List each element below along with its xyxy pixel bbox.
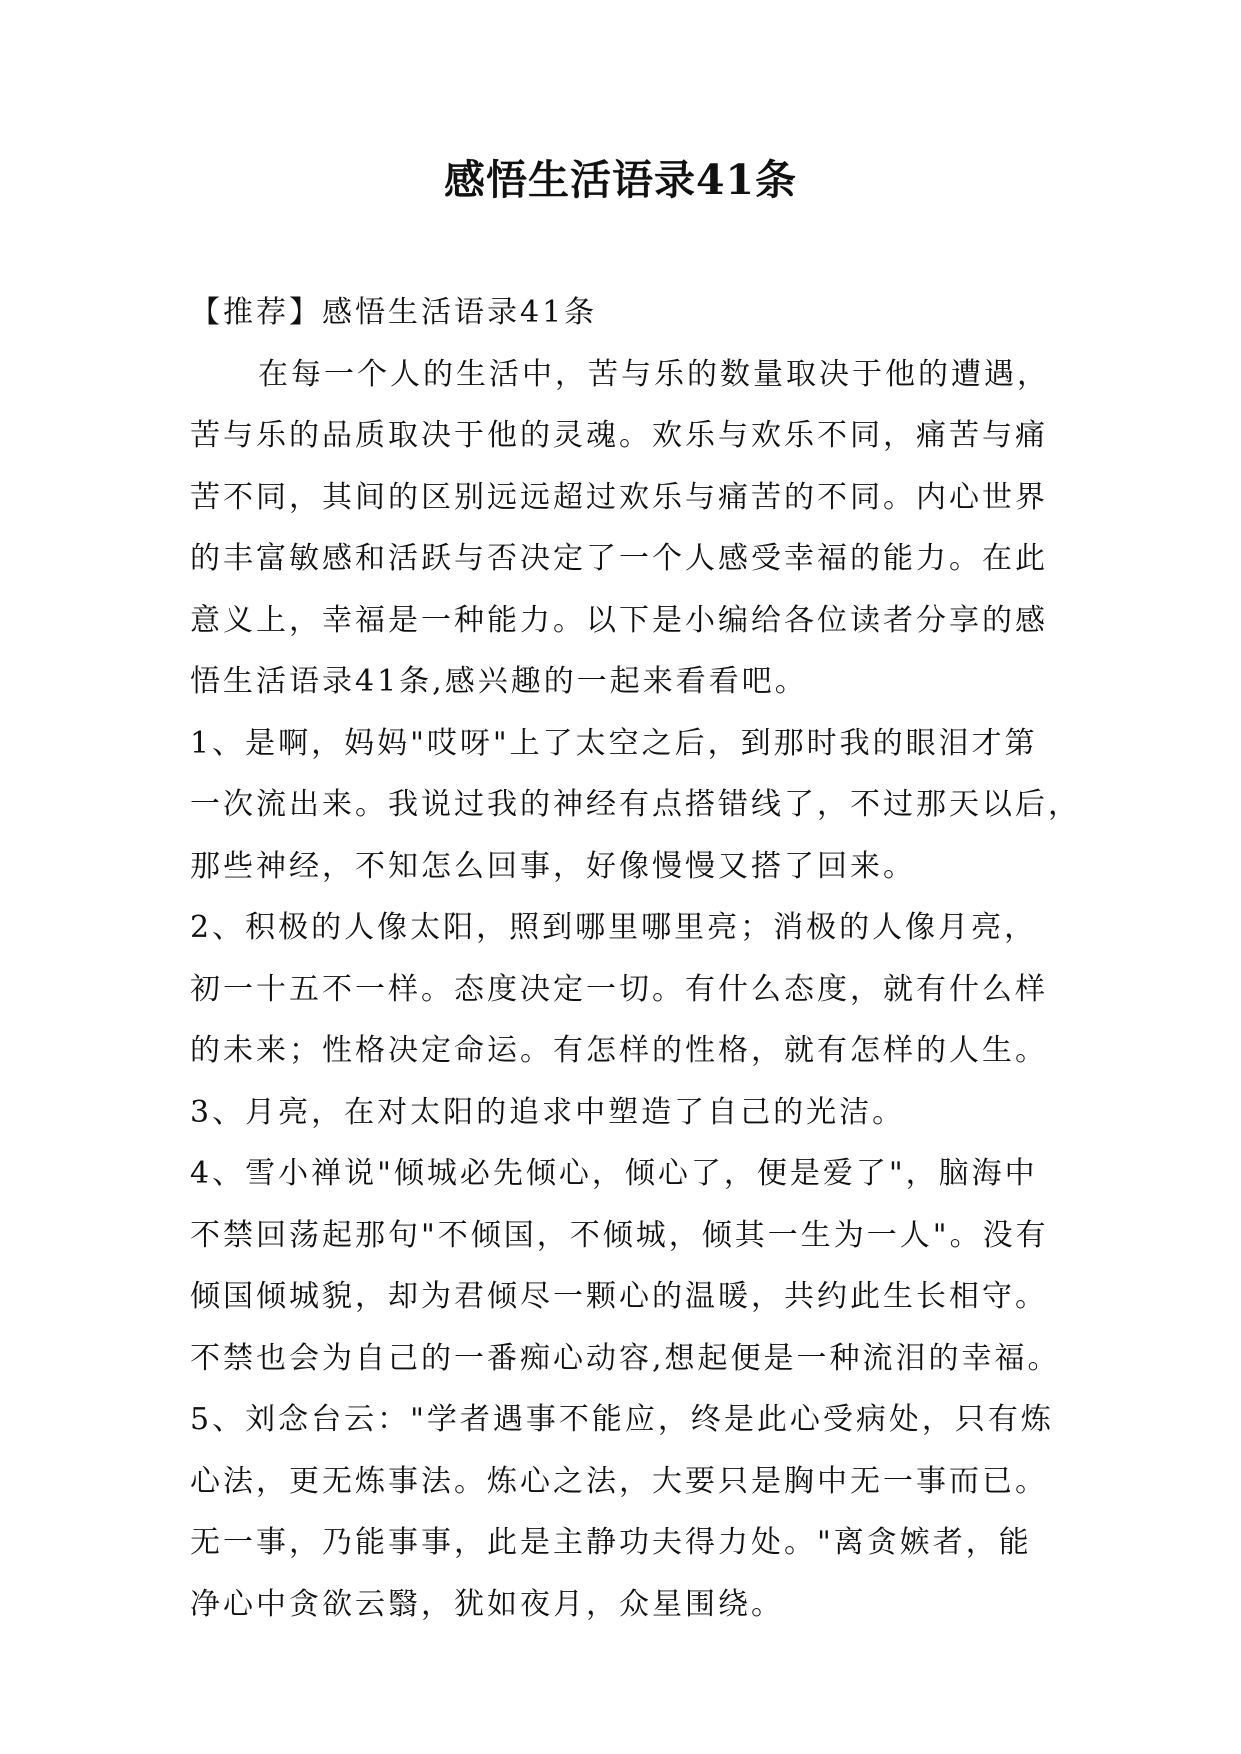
quote-line: 5、刘念台云："学者遇事不能应，终是此心受病处，只有炼: [190, 1402, 1054, 1437]
quote-line: 不禁也会为自己的一番痴心动容,想起便是一种流泪的幸福。: [190, 1340, 1061, 1376]
quote-line: 1、是啊，妈妈"哎呀"上了太空之后，到那时我的眼泪才第: [190, 725, 1038, 761]
quote-line: 的未来；性格决定命运。有怎样的性格，就有怎样的人生。: [190, 1033, 1048, 1068]
quote-line: 初一十五不一样。态度决定一切。有什么态度，就有什么样: [190, 971, 1048, 1007]
quote-item-3: [190, 1082, 1070, 1144]
quote-item-2: [190, 897, 1070, 1082]
quote-line: 无一事，乃能事事，此是主静功夫得力处。"离贪嫉者，能: [190, 1525, 1032, 1560]
intro-paragraph: [190, 344, 1070, 713]
quote-line: 那些神经，不知怎么回事，好像慢慢又搭了回来。: [190, 848, 916, 884]
document-body: [190, 282, 1081, 1635]
quote-line: 倾国倾城貌，却为君倾尽一颗心的温暖，共约此生长相守。: [190, 1279, 1048, 1314]
quote-item-4: [190, 1143, 1070, 1389]
quote-line: 一次流出来。我说过我的神经有点搭错线了，不过那天以后，: [190, 787, 1081, 822]
intro-line: 悟生活语录41条,感兴趣的一起来看看吧。: [190, 664, 808, 699]
intro-line: 意义上，幸福是一种能力。以下是小编给各位读者分享的感: [190, 602, 1048, 638]
quote-item-1: [190, 713, 1081, 898]
quote-line: 4、雪小禅说"倾城必先倾心，倾心了，便是爱了"，脑海中: [190, 1156, 1038, 1191]
quote-line: 净心中贪欲云翳，犹如夜月，众星围绕。: [190, 1586, 784, 1622]
quote-line: 3、月亮，在对太阳的追求中塑造了自己的光洁。: [190, 1094, 906, 1130]
quote-line: 心法，更无炼事法。炼心之法，大要只是胸中无一事而已。: [190, 1463, 1048, 1499]
quote-line: 不禁回荡起那句"不倾国，不倾城，倾其一生为一人"。没有: [190, 1217, 1049, 1253]
intro-line: 在每一个人的生活中，苦与乐的数量取决于他的遭遇，: [258, 356, 1050, 392]
intro-line: 苦不同，其间的区别远远超过欢乐与痛苦的不同。内心世界: [190, 479, 1048, 515]
subtitle-paragraph: [190, 282, 1070, 344]
subtitle: 【推荐】感悟生活语录41条: [190, 295, 598, 330]
quote-line: 2、积极的人像太阳，照到哪里哪里亮；消极的人像月亮，: [190, 910, 1038, 945]
quote-item-5: [190, 1389, 1070, 1635]
intro-line: 苦与乐的品质取决于他的灵魂。欢乐与欢乐不同，痛苦与痛: [190, 418, 1048, 453]
intro-line: 的丰富敏感和活跃与否决定了一个人感受幸福的能力。在此: [190, 541, 1048, 576]
document-title: 感悟生活语录41条: [443, 156, 798, 204]
